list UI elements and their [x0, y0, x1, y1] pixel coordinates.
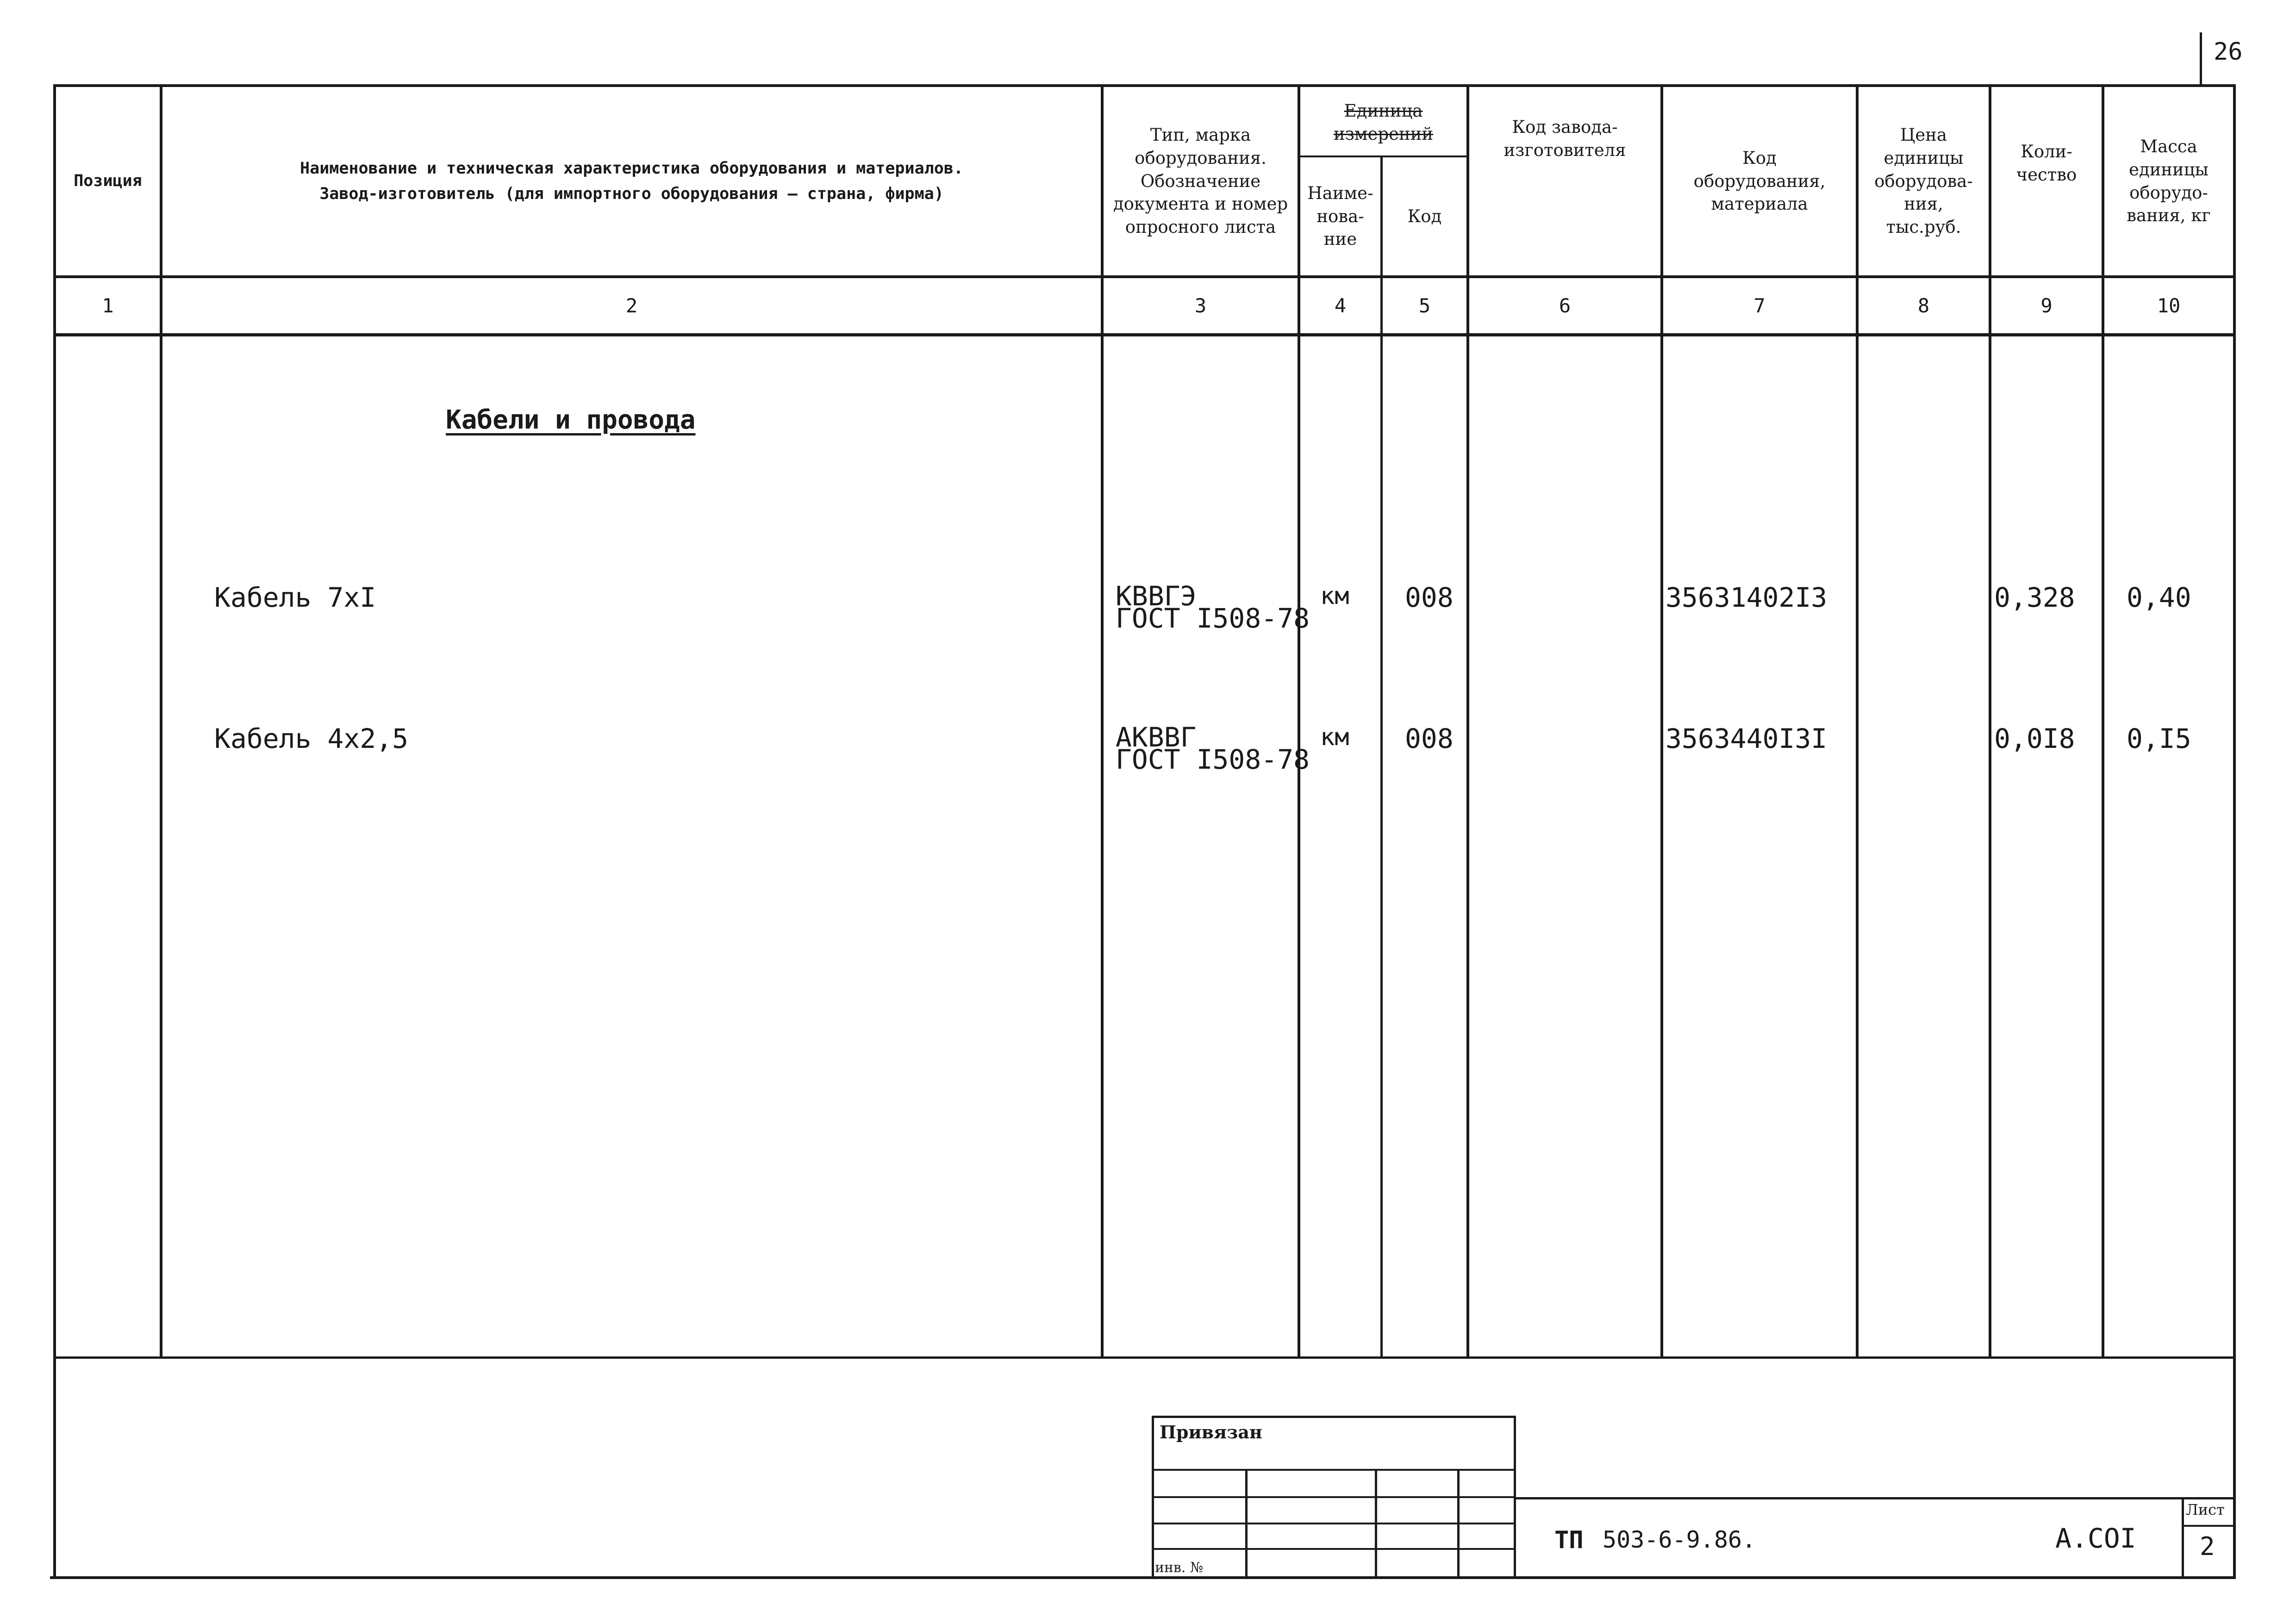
header-plant-code: Код завода-изготовителя	[1504, 117, 1626, 160]
row-unit: км	[1320, 723, 1349, 751]
col-num-8: 8	[1917, 294, 1930, 317]
col-num-1: 1	[102, 294, 114, 317]
col-num-6: 6	[1559, 294, 1571, 317]
header-unit-code: Код	[1407, 206, 1442, 226]
stamp-grid-top	[1152, 1416, 1516, 1418]
sheet-number: 2	[2200, 1532, 2215, 1561]
sheet-label: Лист	[2186, 1501, 2225, 1518]
sheet-bottom-border	[50, 1576, 2236, 1579]
col-num-5: 5	[1418, 294, 1431, 317]
inventory-number-label: инв. №	[1155, 1560, 1204, 1576]
stamp-grid-col	[1375, 1469, 1377, 1578]
row-name: Кабель 4х2,5	[214, 723, 409, 754]
row-standard: ГОСТ I508-78	[1116, 744, 1310, 775]
designation-top	[1514, 1497, 2236, 1499]
row-quantity: 0,0I8	[1994, 723, 2075, 754]
page-number-divider	[2200, 32, 2202, 86]
header-quantity: Коли-чество	[2016, 142, 2077, 185]
row-type-mark: КВВГЭ	[1116, 580, 1197, 612]
stamp-grid-col	[1457, 1469, 1460, 1578]
header-unit-mass: Масса единицы оборудо-вания, кг	[2127, 136, 2211, 226]
document-code: А.СОI	[2055, 1523, 2136, 1554]
row-material-code: 35631402I3	[1666, 582, 1828, 613]
header-name	[162, 87, 1101, 275]
header-position: Позиция	[74, 172, 142, 191]
stamp-grid-right	[1514, 1416, 1516, 1578]
col-divider-8	[1989, 84, 1991, 1358]
col-num-10: 10	[2157, 294, 2181, 317]
stamp-grid-line	[1152, 1548, 1516, 1550]
col-divider-4	[1380, 155, 1383, 1358]
project-code: 503-6-9.86.	[1603, 1526, 1756, 1553]
row-quantity: 0,328	[1994, 582, 2075, 613]
table-bottom-border	[53, 1356, 2236, 1359]
row-mass: 0,40	[2127, 582, 2191, 613]
col-num-2: 2	[625, 294, 638, 317]
privyazan-label: Привязан	[1160, 1422, 1262, 1443]
header-unit-price: Цена единицы оборудова-ния, тыс.руб.	[1874, 124, 1973, 237]
stamp-grid-line	[1152, 1523, 1516, 1524]
row-standard: ГОСТ I508-78	[1116, 603, 1310, 634]
row-mass: 0,I5	[2127, 723, 2191, 754]
stamp-grid-line	[1152, 1496, 1516, 1498]
header-name-line-1: Наименование и техническая характеристика оборудования и материалов.	[300, 159, 963, 178]
header-name-line-2: Завод-изготовитель (для импортного оборудования – страна, фирма)	[319, 184, 944, 203]
column-number-row-border	[53, 333, 2236, 336]
row-type-mark: АКВВГ	[1116, 721, 1197, 753]
col-num-9: 9	[2040, 294, 2053, 317]
col-num-7: 7	[1753, 294, 1766, 317]
stamp-grid-line	[1152, 1469, 1516, 1471]
col-num-4: 4	[1334, 294, 1347, 317]
row-unit-code: 008	[1405, 723, 1454, 754]
project-prefix: ТП	[1554, 1526, 1584, 1554]
row-unit: км	[1320, 582, 1349, 610]
frame-right-border	[2233, 84, 2236, 1579]
row-unit-code: 008	[1405, 582, 1454, 613]
header-material-code: Код оборудования, материала	[1693, 148, 1826, 214]
header-unit-name: Наиме-нова-ние	[1307, 183, 1373, 249]
stamp-grid-col	[1245, 1469, 1248, 1578]
row-name: Кабель 7хI	[214, 582, 376, 613]
sheet-box-left	[2182, 1497, 2184, 1578]
header-type-mark: Тип, марка оборудования. Обозначение документа и номер опросного листа	[1113, 124, 1288, 237]
section-title: Кабели и провода	[446, 405, 696, 435]
header-unit-group: Единица измерений	[1333, 101, 1434, 144]
page-number: 26	[2214, 38, 2243, 66]
col-divider-5	[1466, 84, 1469, 1358]
row-material-code: 3563440I3I	[1666, 723, 1828, 754]
col-num-3: 3	[1194, 294, 1207, 317]
stamp-grid-left	[1152, 1416, 1154, 1578]
sheet-box-divider	[2182, 1525, 2236, 1527]
